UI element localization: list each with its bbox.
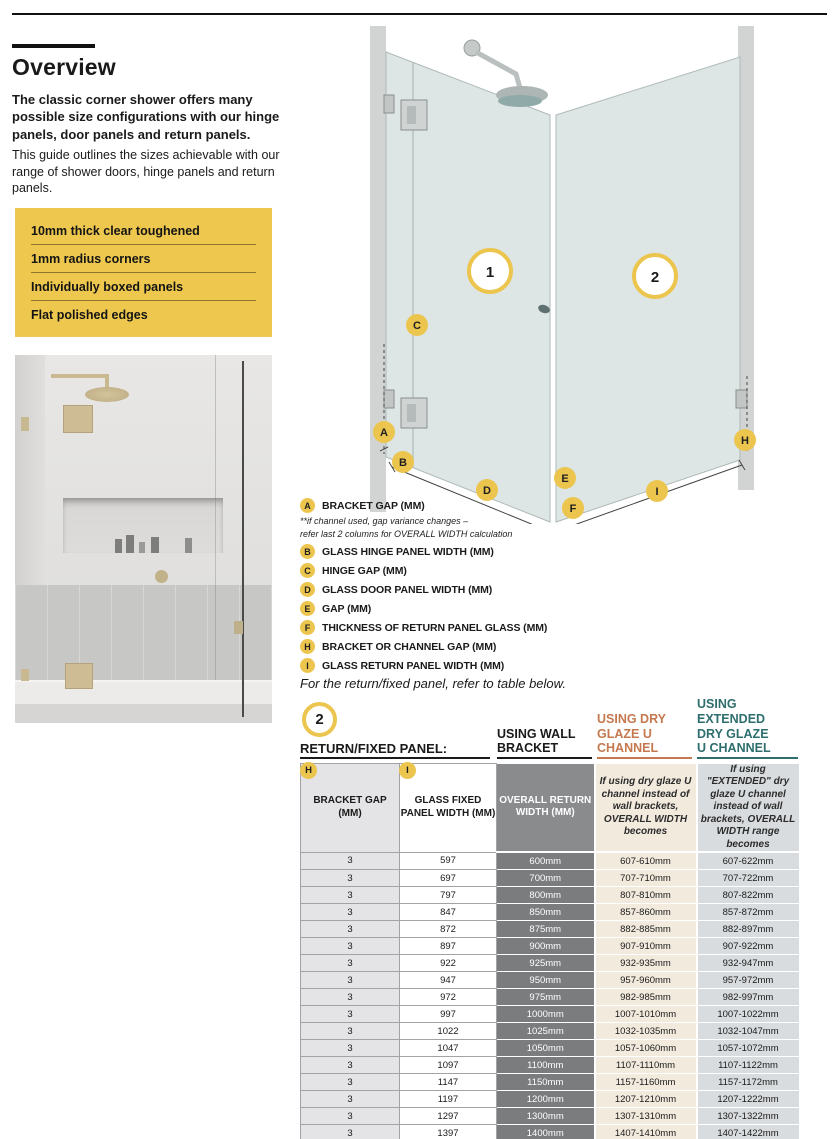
cell-dry-glaze-width: 1057-1060mm [595, 1040, 697, 1057]
underline-dry-glaze [597, 757, 692, 759]
legend-item [300, 563, 730, 578]
cell-overall-return-width: 950mm [497, 972, 595, 989]
legend-item [300, 620, 730, 635]
table-header-row [301, 764, 799, 853]
svg-text:E: E [561, 473, 569, 485]
cell-bracket-gap: 3 [301, 972, 400, 989]
photo-tile-seam [215, 355, 216, 680]
cell-glass-fixed-width: 1097 [400, 1057, 497, 1074]
legend-label: HINGE GAP (MM) [322, 564, 407, 577]
cell-dry-glaze-width: 607-610mm [595, 852, 697, 870]
cell-extended-width: 1157-1172mm [697, 1074, 799, 1091]
svg-text:I: I [655, 486, 659, 498]
legend-item [300, 639, 730, 654]
photo-glass-edge [242, 361, 244, 717]
legend-label: THICKNESS OF RETURN PANEL GLASS (MM) [322, 621, 548, 634]
table-row [301, 1108, 799, 1125]
cell-extended-width: 807-822mm [697, 887, 799, 904]
cell-bracket-gap: 3 [301, 989, 400, 1006]
cell-overall-return-width: 1400mm [497, 1125, 595, 1139]
table-row [301, 921, 799, 938]
cell-dry-glaze-width: 807-810mm [595, 887, 697, 904]
cell-dry-glaze-width: 932-935mm [595, 955, 697, 972]
group-header-extended-dry-glaze: USING EXTENDED DRY GLAZE U CHANNEL [697, 697, 771, 756]
cell-dry-glaze-width: 957-960mm [595, 972, 697, 989]
cell-extended-width: 1107-1122mm [697, 1057, 799, 1074]
photo-shower-head [85, 387, 129, 402]
cell-extended-width: 1307-1322mm [697, 1108, 799, 1125]
legend-key-circle: C [300, 563, 315, 578]
cell-glass-fixed-width: 897 [400, 938, 497, 955]
table-row [301, 1057, 799, 1074]
cell-bracket-gap: 3 [301, 852, 400, 870]
legend-key-circle: D [300, 582, 315, 597]
cell-dry-glaze-width: 907-910mm [595, 938, 697, 955]
table-row [301, 1040, 799, 1057]
cell-bracket-gap: 3 [301, 955, 400, 972]
panel-marker-2 [634, 255, 676, 297]
cell-bracket-gap: 3 [301, 1091, 400, 1108]
feature-item: Flat polished edges [31, 307, 148, 322]
legend-key-circle: I [300, 658, 315, 673]
table-row [301, 870, 799, 887]
page-title: Overview [12, 54, 116, 80]
svg-text:F: F [569, 503, 577, 515]
cell-glass-fixed-width: 1047 [400, 1040, 497, 1057]
group-header-dry-glaze: USING DRY GLAZE U CHANNEL [597, 711, 666, 756]
cell-bracket-gap: 3 [301, 1006, 400, 1023]
wall-bracket-bottom [384, 390, 394, 408]
table-row [301, 1006, 799, 1023]
point-label-C [406, 314, 428, 336]
point-label-E [554, 467, 576, 489]
cell-bracket-gap: 3 [301, 1023, 400, 1040]
feature-item: 1mm radius corners [31, 245, 256, 273]
underline-extended [697, 757, 798, 759]
legend-item [300, 498, 730, 540]
table-row [301, 1023, 799, 1040]
table-row [301, 955, 799, 972]
photo-hinge-top [63, 405, 93, 433]
corner-shower-diagram [300, 14, 839, 524]
table-row [301, 989, 799, 1006]
feature-item: 10mm thick clear toughened [31, 217, 256, 245]
legend-key-circle: H [300, 639, 315, 654]
photo-floor [15, 704, 272, 723]
col-header-extended-note: If using "EXTENDED" dry glaze U channel instead of wall brackets, OVERALL WIDTH range becomes [697, 764, 799, 853]
table-row [301, 972, 799, 989]
underline-return-fixed [300, 757, 490, 759]
section-2-label: RETURN/FIXED PANEL: [300, 741, 448, 756]
group-header-wall-bracket: USING WALL BRACKET [497, 726, 576, 756]
svg-text:1: 1 [485, 264, 495, 281]
table-row [301, 1125, 799, 1139]
point-label-H [734, 429, 756, 451]
legend-label: GLASS RETURN PANEL WIDTH (MM) [322, 659, 505, 672]
legend-item [300, 601, 730, 616]
cell-glass-fixed-width: 997 [400, 1006, 497, 1023]
cell-bracket-gap: 3 [301, 887, 400, 904]
cell-extended-width: 1057-1072mm [697, 1040, 799, 1057]
legend-key-circle: F [300, 620, 315, 635]
legend-label: GLASS DOOR PANEL WIDTH (MM) [322, 583, 493, 596]
cell-bracket-gap: 3 [301, 1125, 400, 1139]
features-box [15, 208, 272, 337]
feature-item: Individually boxed panels [31, 273, 256, 301]
return-panel-table [300, 763, 799, 1139]
photo-tray [15, 680, 272, 704]
cell-extended-width: 982-997mm [697, 989, 799, 1006]
section-2-marker: 2 [302, 702, 337, 737]
overview-intro-body: This guide outlines the sizes achievable with our range of shower doors, hinge panels and return panels. [12, 148, 280, 195]
cell-bracket-gap: 3 [301, 921, 400, 938]
table-body [301, 852, 799, 1139]
shower-head-face [498, 95, 542, 107]
cell-bracket-gap: 3 [301, 870, 400, 887]
cell-glass-fixed-width: 1397 [400, 1125, 497, 1139]
cell-overall-return-width: 600mm [497, 852, 595, 870]
cell-extended-width: 957-972mm [697, 972, 799, 989]
cell-dry-glaze-width: 1207-1210mm [595, 1091, 697, 1108]
cell-dry-glaze-width: 707-710mm [595, 870, 697, 887]
cell-extended-width: 1407-1422mm [697, 1125, 799, 1139]
svg-text:D: D [483, 485, 491, 497]
cell-overall-return-width: 1100mm [497, 1057, 595, 1074]
table-row [301, 852, 799, 870]
cell-glass-fixed-width: 972 [400, 989, 497, 1006]
legend-label: BRACKET OR CHANNEL GAP (MM) [322, 640, 497, 653]
cell-extended-width: 1207-1222mm [697, 1091, 799, 1108]
col-header-glass-fixed-width-label: GLASS FIXED PANEL WIDTH (MM) [400, 795, 496, 819]
cell-bracket-gap: 3 [301, 938, 400, 955]
svg-text:B: B [399, 457, 407, 469]
svg-text:H: H [741, 435, 749, 447]
table-row [301, 887, 799, 904]
cell-glass-fixed-width: 847 [400, 904, 497, 921]
cell-overall-return-width: 1300mm [497, 1108, 595, 1125]
photo-glass-hinge [234, 621, 243, 634]
cell-overall-return-width: 1050mm [497, 1040, 595, 1057]
cell-extended-width: 1007-1022mm [697, 1006, 799, 1023]
legend-key-circle: A [300, 498, 315, 513]
cell-dry-glaze-width: 1157-1160mm [595, 1074, 697, 1091]
svg-text:A: A [380, 427, 388, 439]
cell-overall-return-width: 1200mm [497, 1091, 595, 1108]
table-row [301, 938, 799, 955]
cell-dry-glaze-width: 1032-1035mm [595, 1023, 697, 1040]
cell-glass-fixed-width: 1297 [400, 1108, 497, 1125]
photo-bottle [151, 537, 159, 553]
cell-extended-width: 707-722mm [697, 870, 799, 887]
photo-bottle [115, 539, 122, 553]
cell-glass-fixed-width: 1197 [400, 1091, 497, 1108]
photo-bottle [185, 538, 192, 553]
cell-dry-glaze-width: 982-985mm [595, 989, 697, 1006]
legend-notes [300, 516, 730, 540]
legend-item [300, 658, 730, 673]
cell-overall-return-width: 975mm [497, 989, 595, 1006]
svg-text:2: 2 [650, 269, 660, 286]
col-header-bracket-gap [301, 764, 400, 853]
cell-dry-glaze-width: 1407-1410mm [595, 1125, 697, 1139]
table-row [301, 1074, 799, 1091]
photo-mixer-knob [155, 570, 168, 583]
panel-marker-1 [469, 250, 511, 292]
col-header-dry-glaze-note: If using dry glaze U channel instead of wall brackets, OVERALL WIDTH becomes [595, 764, 697, 853]
table-intro: For the return/fixed panel, refer to table below. [300, 676, 566, 691]
overview-rule [12, 44, 95, 48]
door-hinge-top-detail [407, 106, 416, 124]
cell-dry-glaze-width: 1307-1310mm [595, 1108, 697, 1125]
legend-key-circle: B [300, 544, 315, 559]
legend-key-circle: E [300, 601, 315, 616]
col-header-bracket-gap-label: BRACKET GAP (MM) [313, 795, 387, 819]
photo-bracket-bottom [21, 669, 29, 681]
cell-overall-return-width: 900mm [497, 938, 595, 955]
underline-wall-bracket [497, 757, 592, 759]
table-row [301, 1091, 799, 1108]
photo-shower-arm [51, 374, 109, 378]
photo-bottle [139, 542, 145, 553]
point-label-B [392, 451, 414, 473]
overview-intro-bold: The classic corner shower offers many possible size configurations with our hinge panels, door panels and return panels. [12, 92, 280, 142]
cell-glass-fixed-width: 1022 [400, 1023, 497, 1040]
cell-overall-return-width: 1025mm [497, 1023, 595, 1040]
return-bracket [736, 390, 747, 408]
cell-extended-width: 907-922mm [697, 938, 799, 955]
marker-H: H [300, 762, 317, 779]
cell-dry-glaze-width: 857-860mm [595, 904, 697, 921]
table-row [301, 904, 799, 921]
legend-label: BRACKET GAP (MM) [322, 499, 425, 512]
cell-bracket-gap: 3 [301, 1074, 400, 1091]
cell-extended-width: 1032-1047mm [697, 1023, 799, 1040]
col-header-overall-return-width: OVERALL RETURN WIDTH (MM) [497, 764, 595, 853]
cell-extended-width: 882-897mm [697, 921, 799, 938]
cell-overall-return-width: 925mm [497, 955, 595, 972]
cell-bracket-gap: 3 [301, 1057, 400, 1074]
cell-glass-fixed-width: 872 [400, 921, 497, 938]
cell-glass-fixed-width: 947 [400, 972, 497, 989]
point-label-A [373, 421, 395, 443]
shower-arm [476, 52, 520, 88]
legend-item [300, 582, 730, 597]
cell-glass-fixed-width: 1147 [400, 1074, 497, 1091]
cell-bracket-gap: 3 [301, 1040, 400, 1057]
marker-I: I [399, 762, 416, 779]
photo-bottle [126, 535, 134, 553]
cell-extended-width: 607-622mm [697, 852, 799, 870]
legend-note-line: **if channel used, gap variance changes – [300, 516, 469, 526]
diagram-legend [300, 498, 730, 677]
cell-overall-return-width: 800mm [497, 887, 595, 904]
cell-bracket-gap: 3 [301, 1108, 400, 1125]
door-hinge-bottom-detail [407, 404, 416, 422]
cell-dry-glaze-width: 1107-1110mm [595, 1057, 697, 1074]
legend-note-line: refer last 2 columns for OVERALL WIDTH calculation [300, 528, 513, 539]
cell-dry-glaze-width: 882-885mm [595, 921, 697, 938]
legend-label: GLASS HINGE PANEL WIDTH (MM) [322, 545, 494, 558]
photo-hinge-bottom [65, 663, 93, 689]
cell-glass-fixed-width: 922 [400, 955, 497, 972]
wall-bracket-top [384, 95, 394, 113]
col-header-glass-fixed-width [400, 764, 497, 853]
cell-overall-return-width: 875mm [497, 921, 595, 938]
cell-extended-width: 932-947mm [697, 955, 799, 972]
legend-item [300, 544, 730, 559]
cell-overall-return-width: 700mm [497, 870, 595, 887]
shower-photo [15, 355, 272, 723]
svg-text:C: C [413, 320, 421, 332]
photo-bracket-top [21, 417, 29, 431]
cell-bracket-gap: 3 [301, 904, 400, 921]
cell-glass-fixed-width: 597 [400, 852, 497, 870]
cell-extended-width: 857-872mm [697, 904, 799, 921]
cell-overall-return-width: 850mm [497, 904, 595, 921]
cell-overall-return-width: 1150mm [497, 1074, 595, 1091]
cell-dry-glaze-width: 1007-1010mm [595, 1006, 697, 1023]
legend-label: GAP (MM) [322, 602, 372, 615]
cell-glass-fixed-width: 797 [400, 887, 497, 904]
cell-glass-fixed-width: 697 [400, 870, 497, 887]
cell-overall-return-width: 1000mm [497, 1006, 595, 1023]
